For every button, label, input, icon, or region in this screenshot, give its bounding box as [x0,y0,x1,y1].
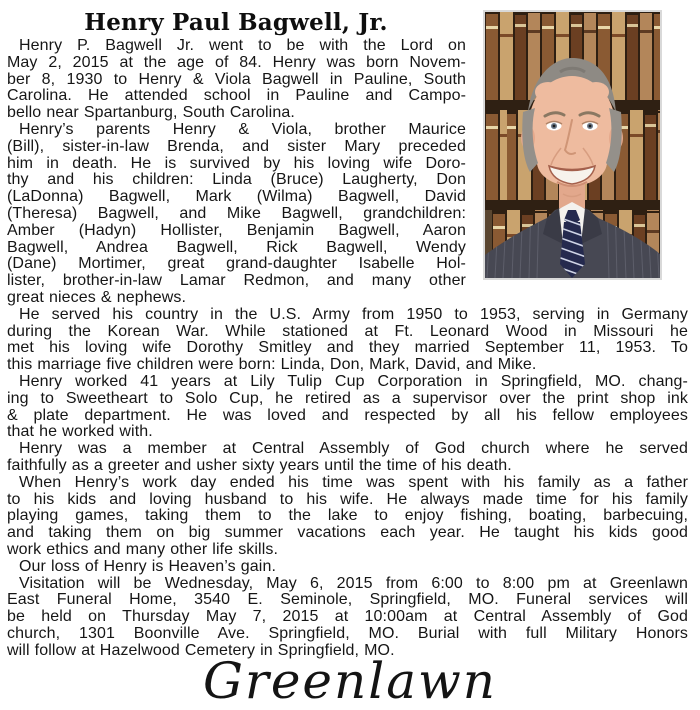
text-line: this marriage five children were born: Linda, Don, Mark, David, and Mike. [7,356,537,374]
text-line: faithfully as a greeter and usher sixty years until the time of his death. [7,456,512,474]
text-line: playing games, taking them to the lake to enjoy fishing, boating, barbecuing, [7,507,688,525]
text-line: met his loving wife Dorothy Smitley and they married September 11, 1953. To [7,339,688,357]
text-line: (Bill), sister-in-law Brenda, and sister Mary preceded [7,137,466,155]
text-line: East Funeral Home, 3540 E. Seminole, Springfield, MO. Funeral services will [7,591,688,609]
text-line: Amber (Hadyn) Hollister, Benjamin Bagwell, Aaron [7,221,466,239]
text-line: Visitation will be Wednesday, May 6, 2015 from 6:00 to 8:00 pm at Greenlawn [19,574,688,592]
text-line: that he worked with. [7,423,153,441]
text-line: He served his country in the U.S. Army from 1950 to 1953, serving in Germany [19,305,688,323]
text-line: thy and his children: Linda (Bruce) Laugherty, Don [7,171,466,189]
text-line: him in death. He is survived by his loving wife Doro- [7,154,466,172]
text-line: (LaDonna) Bagwell, Mark (Wilma) Bagwell, David [7,188,466,206]
text-line: great nieces & nephews. [7,288,187,306]
text-line: (Dane) Mortimer, great grand-daughter Isabelle Hol- [7,255,466,273]
text-line: during the Korean War. While stationed at Ft. Leonard Wood in Missouri he [7,322,688,340]
text-line: ing to Sweetheart to Solo Cup, he retired as a supervisor over the print shop ink [7,389,688,407]
text-line: (Theresa) Bagwell, and Mike Bagwell, grandchildren: [7,204,466,222]
text-line: ber 8, 1930 to Henry & Viola Bagwell in Pauline, South [7,70,466,88]
text-line: Henry was a member at Central Assembly of God church where he served [19,440,688,458]
portrait-photo [483,10,662,280]
text-line: bello near Spartanburg, South Carolina. [7,104,295,122]
text-line: be held on Thursday May 7, 2015 at 10:00am at Central Assembly of God [7,608,688,626]
text-line: Bagwell, Andrea Bagwell, Rick Bagwell, Wendy [7,238,466,256]
text-line: to his kids and loving husband to his wife. He always made time for his family [7,490,688,508]
text-line: Henry worked 41 years at Lily Tulip Cup Corporation in Springfield, MO. chang- [19,372,688,390]
text-line: Carolina. He attended school in Pauline and Campo- [7,87,466,105]
greenlawn-logo: Greenlawn [202,652,498,710]
text-line: Henry’s parents Henry & Viola, brother Maurice [19,120,466,138]
text-line: Henry P. Bagwell Jr. went to be with the Lord on [19,37,466,54]
text-line: Our loss of Henry is Heaven’s gain. [19,557,276,575]
text-line: work ethics and many other life skills. [7,540,279,558]
portrait-photo-illustration [485,12,660,278]
text-line: will follow at Hazelwood Cemetery in Springfield, MO. [7,641,395,659]
text-line: lister, brother-in-law Lamar Redmon, and many other [7,272,466,290]
text-line: May 2, 2015 at the age of 84. Henry was born Novem- [7,53,466,71]
text-line: & plate department. He was loved and respected by all his fellow employees [7,406,688,424]
text-line: When Henry’s work day ended his time was spent with his family as a father [19,473,688,491]
obituary-title: Henry Paul Bagwell, Jr. [84,9,388,36]
text-line: and taking them on big summer vacations each year. He taught his kids good [7,524,688,542]
text-line: church, 1301 Boonville Ave. Springfield, MO. Burial with full Military Honors [7,624,688,642]
